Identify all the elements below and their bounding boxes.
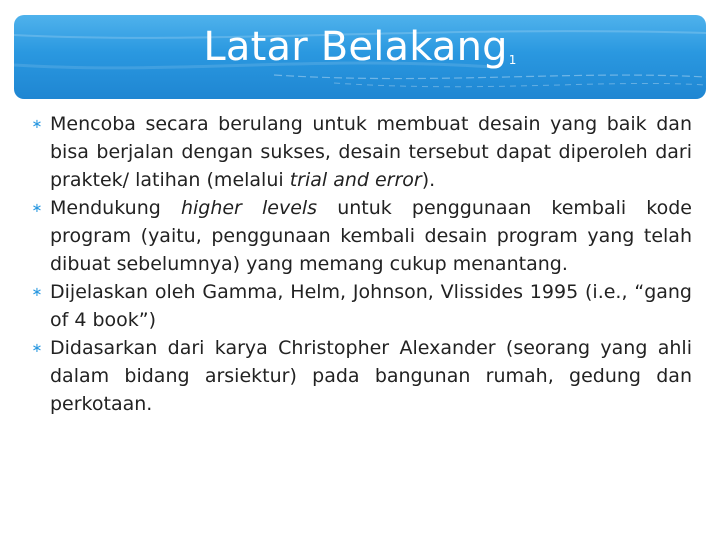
slide-title xyxy=(0,22,720,85)
bullet-text: untuk penggunaan kembali kode program (yaitu, penggunaan kembali desain program yang telah dibuat sebelumnya) yang memang cukup menantang. xyxy=(50,197,692,275)
bullet-text: Mencoba secara berulang untuk membuat desain yang baik dan bisa berjalan dengan sukses, desain tersebut dapat diperoleh dari praktek/ latihan (melalui xyxy=(50,113,692,191)
bullet-text: Didasarkan dari karya Christopher Alexander (seorang yang ahli dalam bidang arsiektur) pada bangunan rumah, gedung dan perkotaan. xyxy=(50,337,692,415)
bullet-item xyxy=(30,110,692,194)
title-footnote-number: 1 xyxy=(508,53,517,67)
bullet-italic-text: trial and error xyxy=(289,169,422,191)
slide-content xyxy=(30,110,692,418)
bullet-text: ). xyxy=(421,169,436,191)
asterisk-bullet-icon: ∗ xyxy=(31,201,43,216)
bullet-item xyxy=(30,194,692,278)
bullet-text: Mendukung xyxy=(50,197,181,219)
bullet-list xyxy=(30,110,692,418)
asterisk-bullet-icon: ∗ xyxy=(31,285,43,300)
slide-title-text: Latar Belakang xyxy=(203,24,508,70)
bullet-item xyxy=(30,334,692,418)
asterisk-bullet-icon: ∗ xyxy=(31,341,43,356)
asterisk-bullet-icon: ∗ xyxy=(31,117,43,132)
bullet-italic-text: higher levels xyxy=(180,197,318,219)
bullet-item xyxy=(30,278,692,334)
bullet-text: Dijelaskan oleh Gamma, Helm, Johnson, Vlissides 1995 (i.e., “gang of 4 book”) xyxy=(50,281,692,331)
